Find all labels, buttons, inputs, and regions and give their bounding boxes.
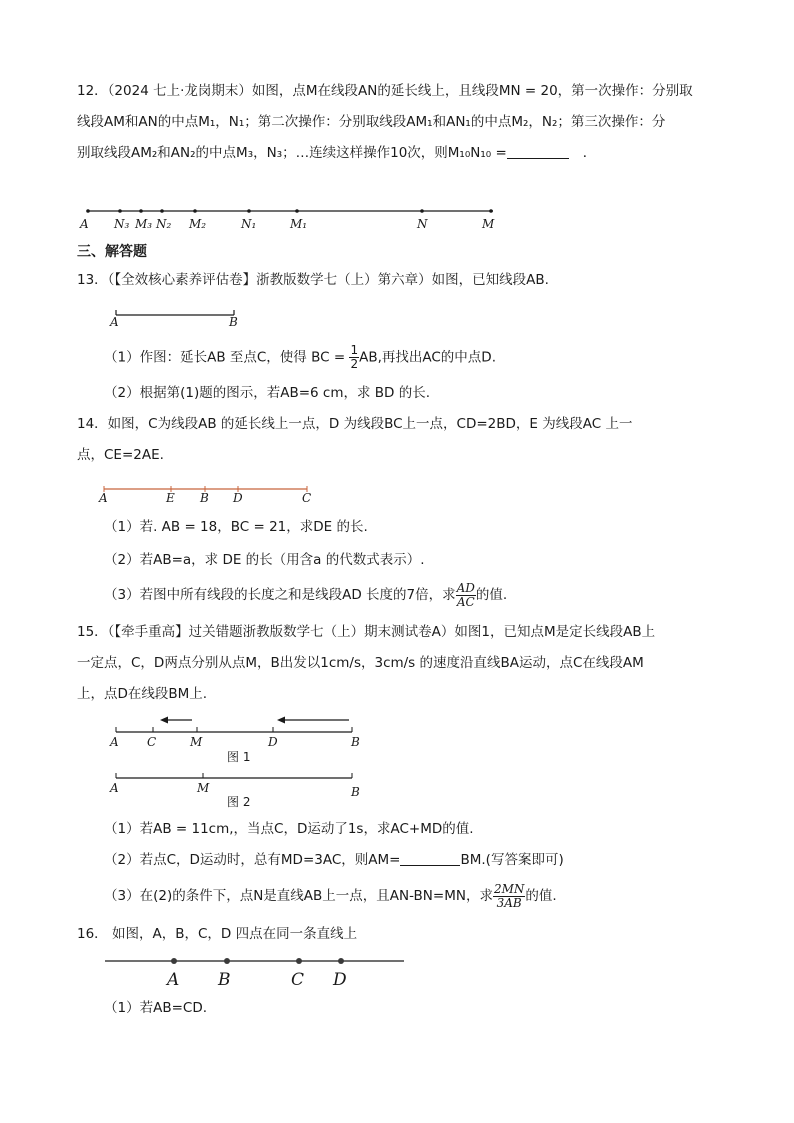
q12-point-m3 (139, 209, 143, 213)
fraction-one-half (349, 344, 359, 371)
q15-part3-text-end: 的值. (525, 888, 557, 904)
q14-label-b: B (200, 491, 209, 505)
q13-label-b: B (229, 315, 238, 329)
q12-point-n3 (118, 209, 122, 213)
q12-line2: 线段AM和AN的中点M₁，N₁；第二次操作：分别取线段AM₁和AN₁的中点M₂，N₂；第三次操作：分 (77, 114, 666, 130)
q12-label-m: M (482, 217, 495, 231)
q14-figure (98, 486, 311, 505)
q15-fig1-label-d: D (268, 735, 278, 749)
q13-part1 (104, 344, 496, 371)
fraction-denominator: 3AB (496, 895, 522, 910)
q14-part3 (104, 580, 507, 610)
q14-line1: 14．如图，C为线段AB 的延长线上一点，D 为线段BC上一点，CD=2BD，E 为线段AC 上一 (77, 416, 633, 432)
q16-label-b: B (218, 970, 231, 990)
q12-point-m (489, 209, 493, 213)
q12-point-m1 (295, 209, 299, 213)
q15-fig1-label-a: A (110, 735, 119, 749)
q14-label-a: A (99, 491, 108, 505)
q12-point-n2 (160, 209, 164, 213)
q15-line3: 上，点D在线段BM上. (77, 686, 208, 702)
q16-stem: 16． 如图，A，B，C，D 四点在同一条直线上 (77, 926, 358, 942)
q13-part2: （2）根据第(1)题的图示，若AB=6 cm，求 BD 的长. (104, 385, 431, 401)
q12-label-m2: M₂ (189, 217, 207, 231)
q12-label-n1: N₁ (241, 217, 257, 231)
answer-blank (400, 851, 460, 866)
q13-part1-text: （1）作图：延长AB 至点C，使得 BC = (104, 349, 346, 366)
q16-point-d (338, 958, 344, 964)
q15-line1: 15．（【牵手重高】过关错题浙教版数学七（上）期末测试卷A）如图1，已知点M是定长线段AB上 (77, 624, 656, 640)
q14-line2: 点，CE=2AE. (77, 447, 164, 463)
fraction-denominator: AC (456, 594, 475, 609)
q15-fig2-label-a: A (110, 781, 119, 795)
arrow-d-head (277, 717, 285, 724)
fraction-2mn-3ab (493, 883, 525, 910)
q13-part1-text-end: AB,再找出AC的中点D. (359, 349, 496, 366)
q15-fig1-label-b: B (351, 735, 360, 749)
fraction-numerator: AD (456, 580, 475, 595)
q16-label-a: A (167, 970, 180, 990)
q16-figure (105, 958, 404, 990)
q13-stem: 13．（【全效核心素养评估卷】浙教版数学七（上）第六章）如图，已知线段AB. (77, 272, 549, 288)
q14-part3-text-end: 的值. (475, 587, 508, 603)
q14-part3-text: （3）若图中所有线段的长度之和是线段AD 长度的7倍，求 (104, 587, 456, 603)
q14-part1: （1）若. AB = 18，BC = 21，求DE 的长. (104, 519, 368, 535)
q12-label-m1: M₁ (290, 217, 308, 231)
q12-line3-end: ． (582, 145, 597, 161)
q12-label-m3: M₃ (135, 217, 153, 231)
q15-line2: 一定点，C，D两点分别从点M，B出发以1cm/s，3cm/s 的速度沿直线BA运动，点C在线段AM (77, 655, 644, 671)
q16-label-c: C (291, 970, 305, 990)
q15-fig2-caption: 图 2 (227, 795, 251, 809)
q16-point-b (224, 958, 230, 964)
q15-fig2-label-b: B (351, 785, 360, 799)
q13-figure (109, 310, 238, 329)
fraction-numerator: 2MN (493, 881, 525, 896)
fraction-denominator: 2 (350, 357, 359, 371)
q12-point-n1 (247, 209, 251, 213)
q12-point-n (420, 209, 424, 213)
q16-part1: （1）若AB=CD. (104, 1000, 208, 1016)
q12-figure (79, 209, 495, 231)
q15-part2-text-end: BM.(写答案即可) (460, 852, 564, 868)
q14-part2: （2）若AB=a，求 DE 的长（用含a 的代数式表示）. (104, 552, 425, 568)
q15-figure2 (109, 773, 360, 809)
q15-fig1-label-c: C (147, 735, 157, 749)
q16-point-a (171, 958, 177, 964)
fraction-numerator: 1 (350, 343, 359, 357)
section-heading: 三、解答题 (77, 244, 147, 260)
q13-label-a: A (110, 315, 119, 329)
q15-part3-text: （3）在(2)的条件下，点N是直线AB上一点，且AN-BN=MN，求 (104, 888, 493, 904)
q12-label-n: N (417, 217, 428, 231)
arrow-c-head (160, 717, 168, 724)
q15-figure1 (109, 717, 360, 765)
q16-label-d: D (333, 970, 347, 990)
fraction-ad-ac (456, 582, 476, 609)
q15-part2 (104, 850, 564, 870)
q12-label-n2: N₂ (156, 217, 172, 231)
q14-label-d: D (233, 491, 243, 505)
q12-point-a (86, 209, 90, 213)
q15-part1: （1）若AB = 11cm,，当点C，D运动了1s，求AC+MD的值. (104, 821, 474, 837)
q14-label-e: E (166, 491, 175, 505)
q15-fig1-caption: 图 1 (227, 750, 251, 764)
q16-point-c (296, 958, 302, 964)
q12-line3-text: 别取线段AM₂和AN₂的中点M₃，N₃；…连续这样操作10次，则M₁₀N₁₀ = (77, 145, 507, 161)
q12-label-n3: N₃ (114, 217, 130, 231)
q12-label-a: A (80, 217, 89, 231)
q15-part3 (104, 881, 557, 911)
q15-fig2-label-m: M (197, 781, 210, 795)
q12-point-m2 (193, 209, 197, 213)
q14-label-c: C (302, 491, 312, 505)
q15-fig1-label-m: M (190, 735, 203, 749)
q12-line1: 12．（2024 七上·龙岗期末）如图，点M在线段AN的延长线上，且线段MN = 20，第一次操作：分别取 (77, 83, 693, 99)
q15-part2-text: （2）若点C，D运动时，总有MD=3AC，则AM= (104, 852, 401, 868)
